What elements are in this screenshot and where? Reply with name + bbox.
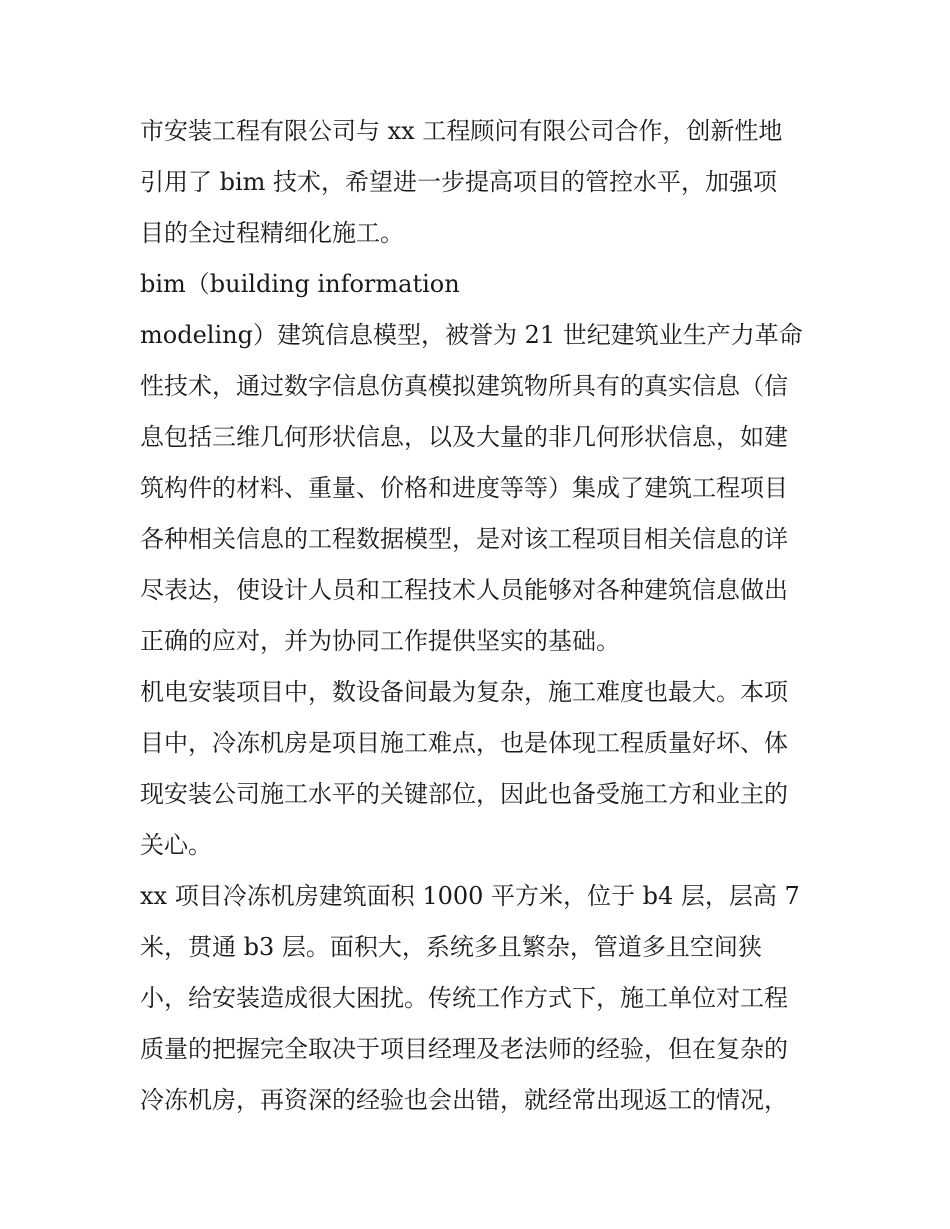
text-line: 性技术，通过数字信息仿真模拟建筑物所具有的真实信息（信: [140, 372, 788, 400]
text-line: 机电安装项目中，数设备间最为复杂，施工难度也最大。本项: [140, 678, 788, 706]
text-line: 尽表达，使设计人员和工程技术人员能够对各种建筑信息做出: [140, 576, 788, 604]
text-line: bim（building information: [140, 270, 460, 298]
text-line: 现安装公司施工水平的关键部位，因此也备受施工方和业主的: [140, 780, 788, 808]
text-line: 质量的把握完全取决于项目经理及老法师的经验，但在复杂的: [140, 1035, 788, 1063]
text-line: 关心。: [140, 831, 212, 859]
text-line: 各种相关信息的工程数据模型，是对该工程项目相关信息的详: [140, 525, 788, 553]
text-line: 米，贯通 b3 层。面积大，系统多且繁杂，管道多且空间狭: [140, 933, 762, 961]
document-body: [140, 109, 820, 1129]
text-line: 冷冻机房，再资深的经验也会出错，就经常出现返工的情况，: [140, 1086, 788, 1114]
text-line: 息包括三维几何形状信息，以及大量的非几何形状信息，如建: [140, 423, 788, 451]
text-line: xx 项目冷冻机房建筑面积 1000 平方米，位于 b4 层，层高 7: [140, 882, 800, 910]
text-line: 目中，冷冻机房是项目施工难点，也是体现工程质量好坏、体: [140, 729, 788, 757]
text-line: 市安装工程有限公司与 xx 工程顾问有限公司合作，创新性地: [140, 117, 783, 145]
text-line: 正确的应对，并为协同工作提供坚实的基础。: [140, 627, 620, 655]
text-line: modeling）建筑信息模型，被誉为 21 世纪建筑业生产力革命: [140, 321, 803, 349]
text-line: 筑构件的材料、重量、价格和进度等等）集成了建筑工程项目: [140, 474, 788, 502]
text-line: 小，给安装造成很大困扰。传统工作方式下，施工单位对工程: [140, 984, 788, 1012]
text-line: 引用了 bim 技术，希望进一步提高项目的管控水平，加强项: [140, 168, 778, 196]
text-line: 目的全过程精细化施工。: [140, 219, 404, 247]
